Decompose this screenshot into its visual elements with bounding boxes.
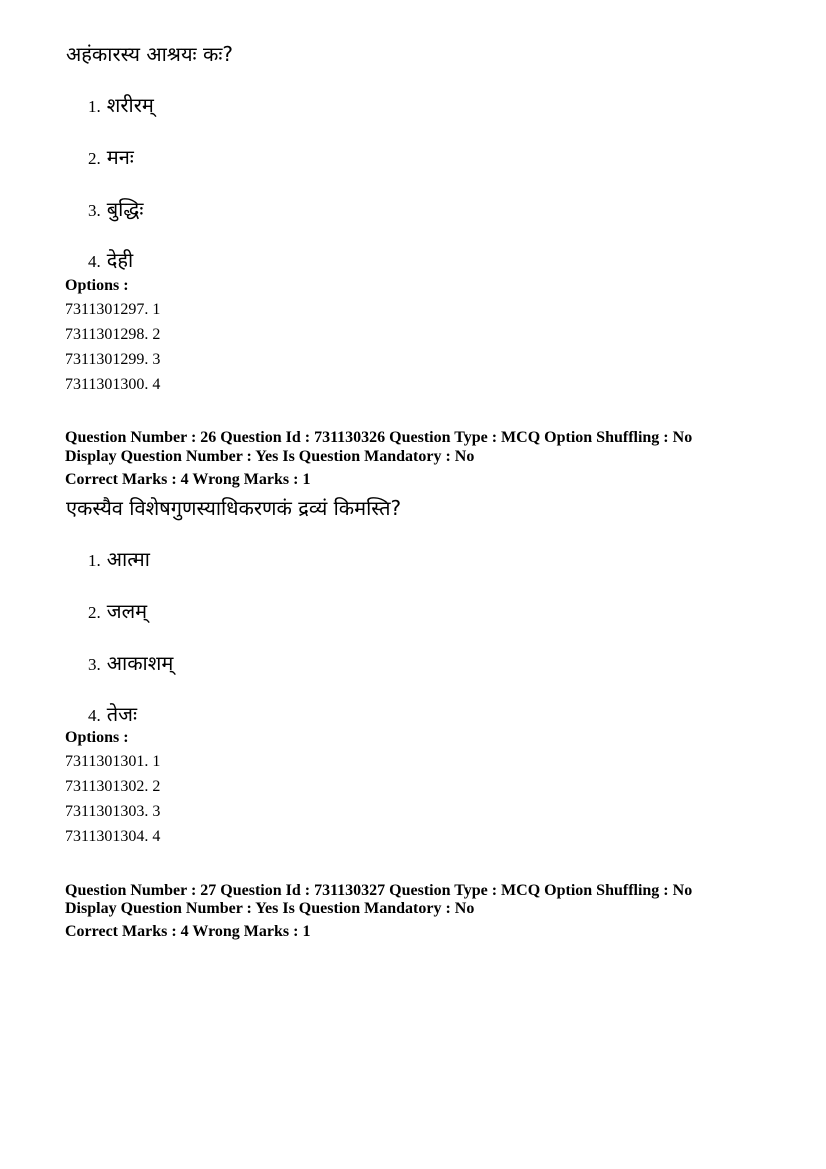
choice-text: आकाशम् [106,651,174,675]
question-26-choice-1 [88,546,150,574]
option-row: 7311301297. 1 [65,301,161,318]
choice-number: 3. [88,655,101,674]
question-25-choice-1 [88,92,154,120]
choice-number: 4. [88,252,101,271]
question-26-meta-line-1: Question Number : 26 Question Id : 731130326 Question Type : MCQ Option Shuffling : No [65,429,693,446]
question-26-choice-4 [88,701,137,729]
option-row: 7311301302. 2 [65,778,161,795]
option-row: 7311301300. 4 [65,376,161,393]
options-label: Options : [65,729,129,746]
option-row: 7311301301. 1 [65,753,161,770]
choice-number: 2. [88,603,101,622]
option-row: 7311301303. 3 [65,803,161,820]
choice-text: तेजः [106,702,138,726]
question-26-text: एकस्यैव विशेषगुणस्याधिकरणकं द्रव्यं किमस्ति? [66,496,402,520]
question-26-meta-line-3: Correct Marks : 4 Wrong Marks : 1 [65,471,311,488]
question-27-meta-line-1: Question Number : 27 Question Id : 731130327 Question Type : MCQ Option Shuffling : No [65,882,693,899]
choice-number: 1. [88,97,101,116]
choice-number: 3. [88,201,101,220]
choice-text: मनः [106,145,134,169]
question-27-meta-line-3: Correct Marks : 4 Wrong Marks : 1 [65,923,311,940]
question-27-meta-line-2: Display Question Number : Yes Is Question Mandatory : No [65,900,475,917]
question-25-choice-3 [88,196,143,224]
question-26-choice-2 [88,598,147,626]
choice-text: आत्मा [106,547,150,571]
choice-text: जलम् [106,599,148,623]
option-row: 7311301298. 2 [65,326,161,343]
option-row: 7311301299. 3 [65,351,161,368]
choice-text: बुद्धिः [106,197,144,221]
choice-number: 1. [88,551,101,570]
question-25-text: अहंकारस्य आश्रयः कः? [66,42,233,66]
choice-number: 2. [88,149,101,168]
question-26-choice-3 [88,650,173,678]
question-25-choice-2 [88,144,134,172]
choice-text: शरीरम् [106,93,154,117]
choice-number: 4. [88,706,101,725]
options-label: Options : [65,277,129,294]
option-row: 7311301304. 4 [65,828,161,845]
choice-text: देही [106,248,134,272]
question-25-choice-4 [88,247,133,275]
question-26-meta-line-2: Display Question Number : Yes Is Question Mandatory : No [65,448,475,465]
